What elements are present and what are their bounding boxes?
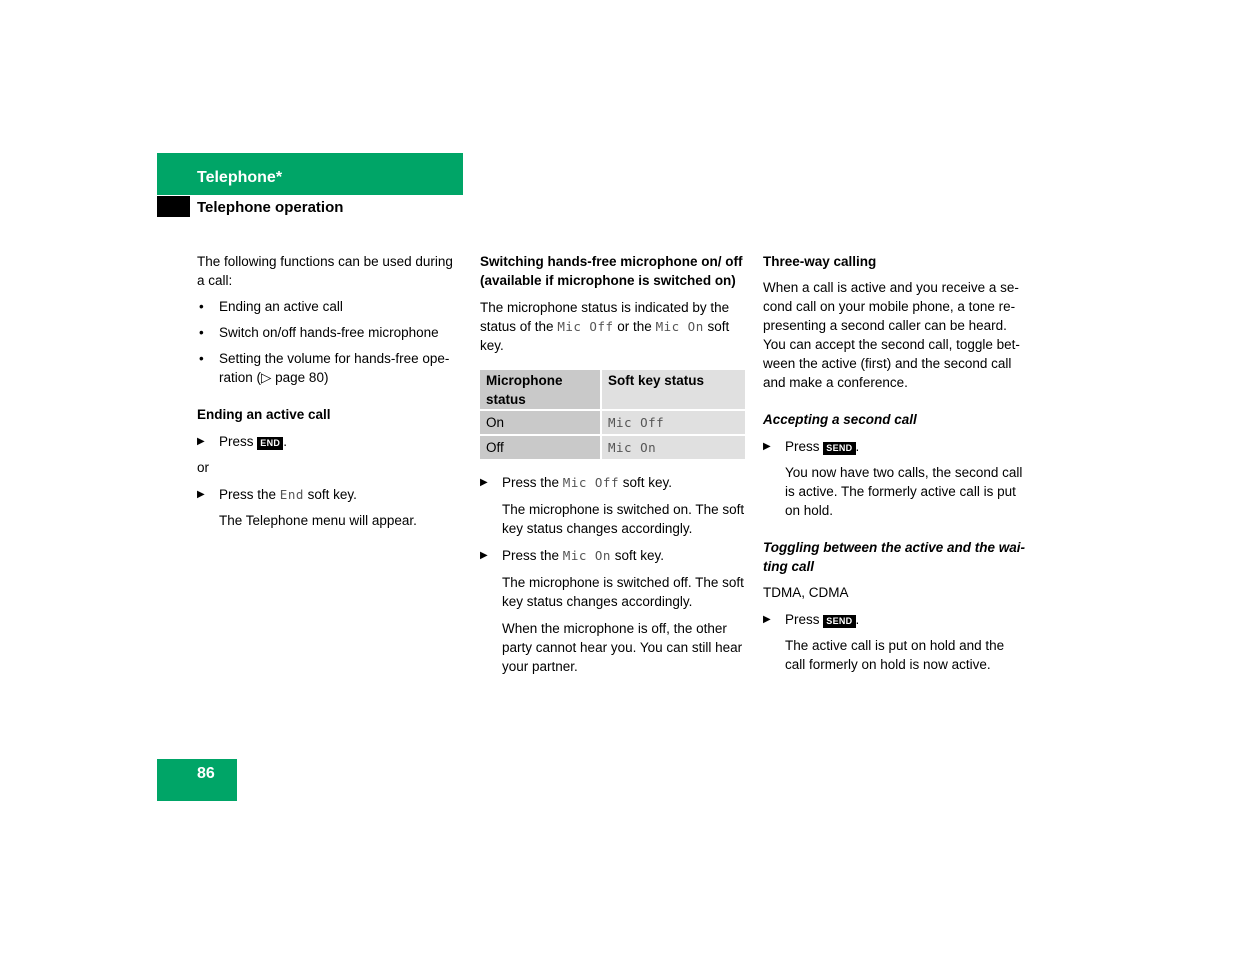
arrow-right-icon: ▶ bbox=[197, 436, 205, 447]
result-text: The microphone is switched off. The soft key status changes accordingly. bbox=[502, 575, 744, 609]
column-right bbox=[763, 252, 1028, 674]
table-row bbox=[480, 436, 745, 461]
instruction-step bbox=[197, 485, 462, 504]
section-title: Telephone* bbox=[197, 169, 283, 186]
table-cell: On bbox=[480, 411, 600, 436]
column-left bbox=[197, 252, 462, 530]
instruction-text: Press bbox=[785, 439, 820, 454]
send-key-icon: SEND bbox=[823, 615, 855, 628]
or-text: or bbox=[197, 460, 210, 475]
bullet-icon: • bbox=[199, 325, 204, 340]
subsection-heading: Accepting a second call bbox=[763, 412, 917, 427]
network-text: TDMA, CDMA bbox=[763, 585, 849, 600]
result-text: The active call is put on hold and the call formerly on hold is now active. bbox=[785, 638, 1005, 672]
table-header: Microphone status bbox=[480, 370, 600, 411]
instruction-step bbox=[480, 473, 745, 492]
result-text: The microphone is switched on. The soft key status changes accordingly. bbox=[502, 502, 745, 536]
softkey-label: End bbox=[279, 487, 304, 502]
note-text: When the microphone is off, the other party cannot hear you. You can still hear your partner. bbox=[502, 621, 743, 674]
instruction-text: soft key. bbox=[622, 475, 673, 490]
end-key-icon: END bbox=[257, 437, 283, 450]
result-text: You now have two calls, the second call is active. The formerly active call is put on hold. bbox=[785, 465, 1023, 518]
softkey-label: Mic On bbox=[655, 319, 704, 334]
softkey-label: Mic On bbox=[562, 548, 611, 563]
instruction-text: Press bbox=[785, 612, 820, 627]
list-item bbox=[197, 323, 462, 342]
list-item-text: Switch on/off hands-free microphone bbox=[219, 325, 439, 340]
arrow-right-icon: ▶ bbox=[763, 441, 771, 452]
softkey-label: Mic Off bbox=[562, 475, 619, 490]
table-header-row bbox=[480, 370, 745, 411]
intro-text: When a call is active and you receive a se-cond call on your mobile phone, a tone re-presenting a second caller can be heard. You can accept the second call, toggle bet-ween the active (first) and the second call and make a conference. bbox=[763, 280, 1020, 390]
intro-text bbox=[480, 298, 745, 355]
arrow-right-icon: ▶ bbox=[480, 477, 488, 488]
section-heading: Ending an active call bbox=[197, 407, 331, 422]
instruction-step bbox=[480, 546, 745, 565]
arrow-right-icon: ▶ bbox=[197, 489, 205, 500]
table-cell: Off bbox=[480, 436, 600, 461]
table-header: Soft key status bbox=[600, 370, 745, 411]
bullet-icon: • bbox=[199, 299, 204, 314]
send-key-icon: SEND bbox=[823, 442, 855, 455]
arrow-right-icon: ▶ bbox=[763, 614, 771, 625]
subsection-title: Telephone operation bbox=[197, 199, 344, 216]
instruction-step: ▶ Press END . bbox=[197, 434, 287, 449]
instruction-text: soft key. bbox=[307, 487, 357, 502]
instruction-text: soft key. bbox=[614, 548, 664, 563]
instruction-step: ▶ Press SEND . bbox=[763, 612, 860, 627]
intro-text: The following functions can be used during a call: bbox=[197, 254, 453, 288]
section-heading: Switching hands-free microphone on/ off (available if microphone is switched on) bbox=[480, 254, 743, 288]
table-cell: Mic Off bbox=[600, 411, 745, 436]
bullet-icon: • bbox=[199, 351, 204, 366]
status-table bbox=[480, 370, 745, 461]
subsection-heading: Toggling between the active and the wai-ting call bbox=[763, 540, 1026, 574]
list-item-text: Setting the volume for hands-free ope-ration (▷ page 80) bbox=[219, 351, 450, 385]
intro-text-part: or the bbox=[617, 319, 652, 334]
instruction-step: ▶ Press SEND . bbox=[763, 439, 860, 454]
subsection-marker bbox=[157, 196, 190, 217]
table-cell: Mic On bbox=[600, 436, 745, 461]
list-item bbox=[197, 297, 462, 316]
list-item bbox=[197, 349, 462, 387]
result-text: The Telephone menu will appear. bbox=[219, 513, 417, 528]
instruction-text: Press the bbox=[502, 548, 560, 563]
arrow-right-icon: ▶ bbox=[480, 550, 488, 561]
column-middle bbox=[480, 252, 745, 676]
instruction-text: Press the bbox=[219, 487, 277, 502]
instruction-text: Press the bbox=[502, 475, 560, 490]
softkey-label: Mic Off bbox=[557, 319, 614, 334]
list-item-text: Ending an active call bbox=[219, 299, 343, 314]
page-number: 86 bbox=[197, 765, 215, 782]
intro-text-part: The microphone status is indicated by the status of the bbox=[480, 300, 730, 334]
instruction-text: Press bbox=[219, 434, 254, 449]
table-row bbox=[480, 411, 745, 436]
intro-text-part: soft key. bbox=[480, 319, 730, 353]
section-heading: Three-way calling bbox=[763, 254, 877, 269]
